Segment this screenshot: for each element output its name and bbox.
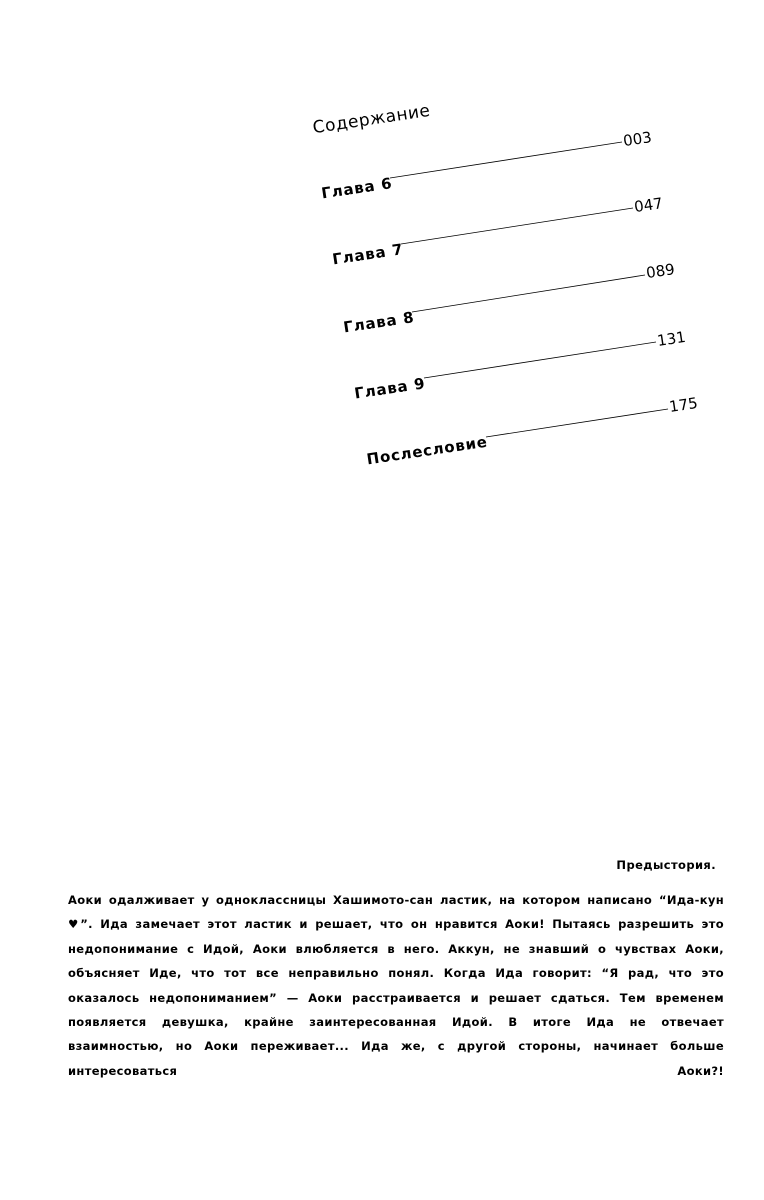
toc-entry-label: Глава 7 [331, 240, 405, 269]
toc-leader-line [486, 409, 668, 437]
toc-entry-label: Глава 6 [320, 174, 394, 203]
synopsis-section [68, 858, 724, 1083]
toc-leader-line [401, 208, 633, 244]
toc-entry-label: Глава 9 [353, 374, 427, 403]
table-of-contents [0, 0, 764, 500]
toc-title: Содержание [311, 100, 432, 139]
toc-entry-label: Глава 8 [342, 308, 416, 337]
toc-leader-line [390, 142, 622, 178]
toc-drawing [0, 0, 764, 500]
toc-entry-page: 131 [655, 327, 687, 350]
toc-leader-line [424, 342, 656, 378]
toc-entry-page: 175 [667, 393, 699, 416]
toc-entry-label: Послесловие [365, 432, 489, 469]
toc-entry-page: 047 [632, 194, 664, 217]
toc-leader-line [412, 275, 645, 312]
synopsis-heading: Предыстория. [616, 858, 716, 872]
toc-entry-page: 003 [621, 128, 653, 151]
synopsis-body: Аоки одалживает у одноклассницы Хашимото-сан ластик, на котором написано “Ида-кун ♥”. Ида замечает этот ластик и решает, что он нравится Аоки! Пытаясь разрешить это недопонимание с Идой, Аоки влюбляется в него. Аккун, не знавший о чувствах Аоки, объясняет Иде, что тот все неправильно понял. Когда Ида говорит: “Я рад, что это оказалось недопониманием” — Аоки расстраивается и решает сдаться. Тем временем появляется девушка, крайне заинтересованная Идой. В итоге Ида не отвечает взаимностью, но Аоки переживает... Ида же, с другой стороны, начинает больше интересоваться Аоки?! [68, 893, 724, 1078]
toc-entry-page: 089 [644, 260, 676, 283]
